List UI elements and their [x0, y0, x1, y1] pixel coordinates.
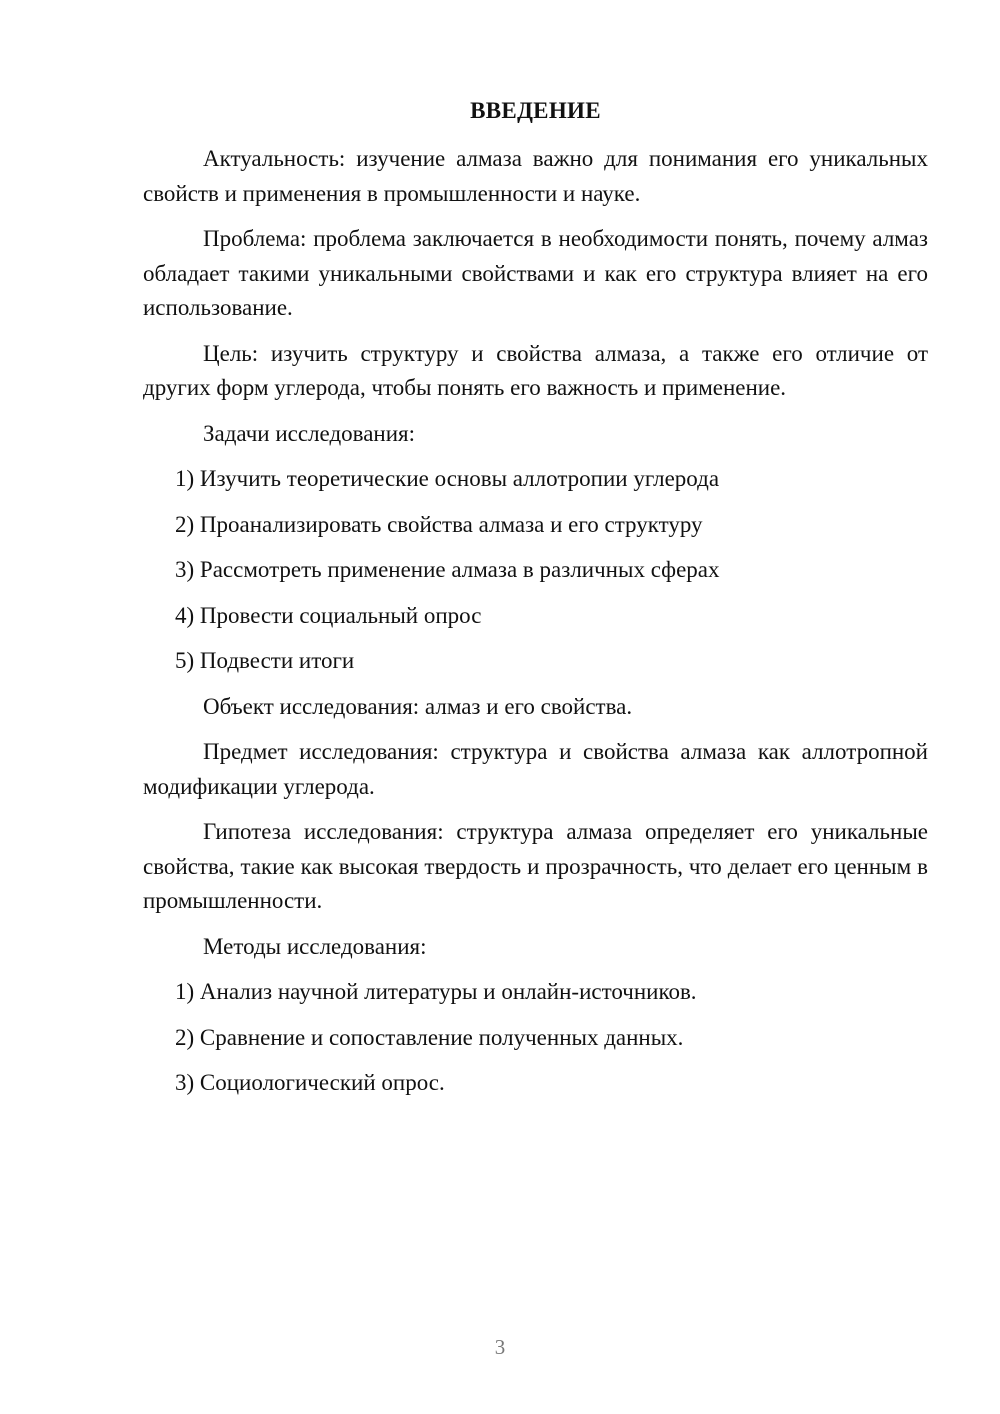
list-item: 3) Рассмотреть применение алмаза в различных сферах: [175, 557, 720, 582]
subject-paragraph: Предмет исследования: структура и свойства алмаза как аллотропной модификации углерода.: [143, 739, 928, 799]
list-item: 4) Провести социальный опрос: [175, 602, 482, 628]
tasks-list: [143, 462, 928, 679]
list-item: 1) Изучить теоретические основы аллотропии углерода: [175, 466, 720, 491]
page-title: ВВЕДЕНИЕ: [470, 98, 601, 123]
list-item: 5) Подвести итоги: [175, 648, 355, 673]
list-item: 2) Проанализировать свойства алмаза и его структуру: [175, 511, 703, 537]
list-item: 3) Социологический опрос.: [175, 1070, 445, 1095]
list-item: 1) Анализ научной литературы и онлайн-источников.: [175, 979, 697, 1004]
tasks-heading: Задачи исследования:: [203, 420, 416, 446]
list-item: 2) Сравнение и сопоставление полученных данных.: [175, 1024, 684, 1050]
problem-paragraph: Проблема: проблема заключается в необходимости понять, почему алмаз обладает такими уникальными свойствами и как его структура влияет на его использование.: [143, 226, 928, 320]
object-paragraph: Объект исследования: алмаз и его свойства.: [203, 693, 633, 719]
document-body: [143, 142, 928, 1112]
hypothesis-paragraph: Гипотеза исследования: структура алмаза определяет его уникальные свойства, такие как высокая твердость и прозрачность, что делает его ценным в промышленности.: [143, 819, 928, 913]
page-number: 3: [494, 1335, 506, 1359]
methods-heading: Методы исследования:: [203, 933, 427, 959]
relevance-paragraph: Актуальность: изучение алмаза важно для понимания его уникальных свойств и применения в промышленности и науке.: [143, 146, 928, 206]
methods-list: [143, 975, 928, 1101]
goal-paragraph: Цель: изучить структуру и свойства алмаза, а также его отличие от других форм углерода, чтобы понять его важность и применение.: [143, 340, 928, 400]
